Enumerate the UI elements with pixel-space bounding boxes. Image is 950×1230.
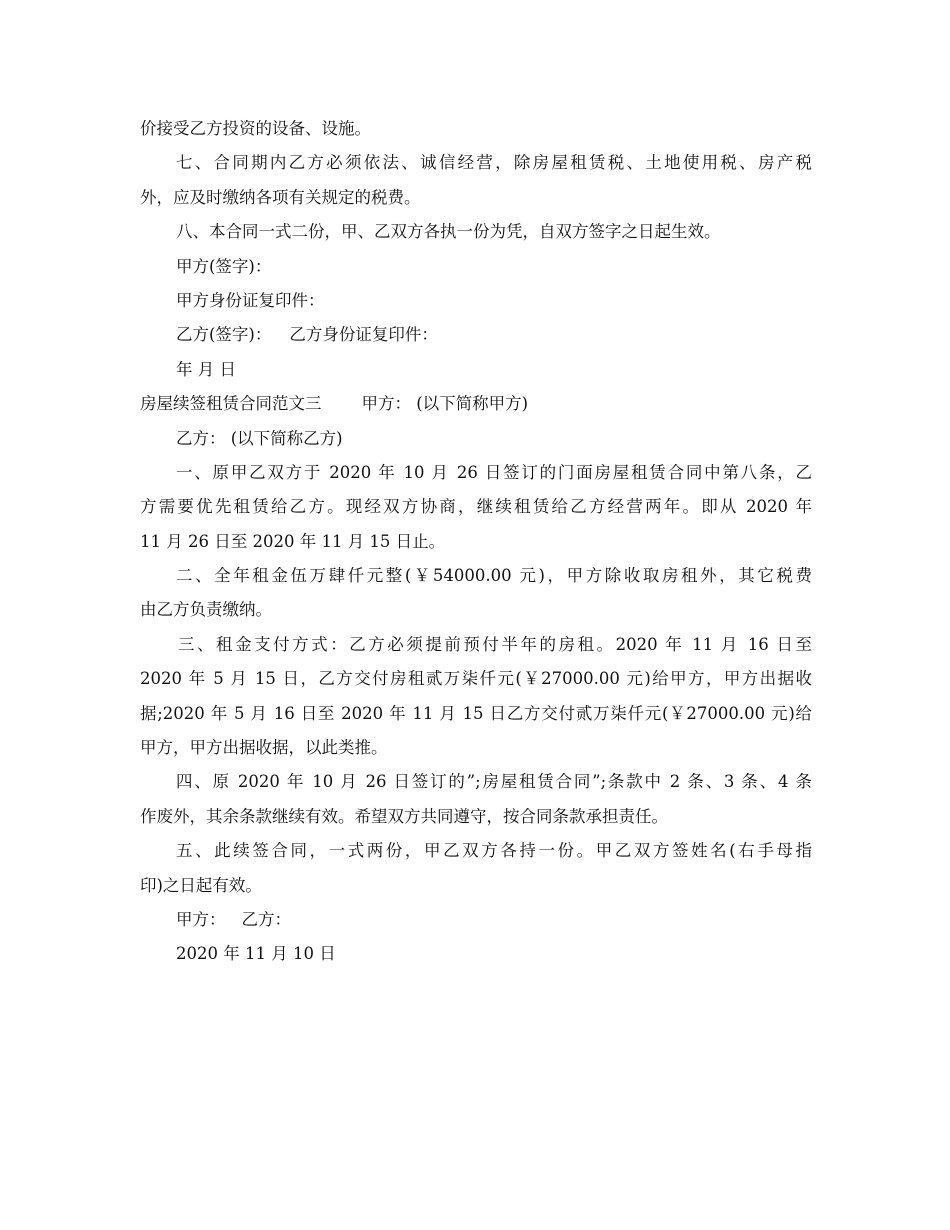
paragraph-line: 三、租金支付方式：乙方必须提前预付半年的房租。2020 年 11 月 16 日至 <box>178 634 812 654</box>
party-line: 乙方： (以下简称乙方) <box>176 428 343 448</box>
section-title: 房屋续签租赁合同范文三 甲方： (以下简称甲方) <box>140 394 529 414</box>
document-page <box>140 112 812 972</box>
date-placeholder: 年 月 日 <box>176 359 236 379</box>
paragraph-line: 一、原甲乙双方于 2020 年 10 月 26 日签订的门面房屋租赁合同中第八条，乙 <box>176 462 812 482</box>
paragraph-line: 七、合同期内乙方必须依法、诚信经营，除房屋租赁税、土地使用税、房产税 <box>176 153 812 173</box>
paragraph-line: 外，应及时缴纳各项有关规定的税费。 <box>140 187 421 207</box>
paragraph-line: 甲方，甲方出据收据，以此类推。 <box>140 738 388 758</box>
contract-date: 2020 年 11 月 10 日 <box>176 944 336 964</box>
paragraph-line: 四、原 2020 年 10 月 26 日签订的”;房屋租赁合同”;条款中 2 条、3 条、4 条 <box>176 772 812 792</box>
paragraph-line: 作废外，其余条款继续有效。希望双方共同遵守，按合同条款承担责任。 <box>140 806 668 826</box>
paragraph-line: 八、本合同一式二份，甲、乙双方各执一份为凭，自双方签字之日起生效。 <box>176 222 721 242</box>
paragraph-line: 价接受乙方投资的设备、设施。 <box>140 119 371 138</box>
signature-label: 甲方(签字)： <box>176 256 272 276</box>
paragraph-line: 二、全年租金伍万肆仟元整(￥54000.00 元)，甲方除收取房租外，其它税费 <box>176 566 812 586</box>
paragraph-line: 据;2020 年 5 月 16 日至 2020 年 11 月 15 日乙方交付贰万柒仟元(￥27000.00 元)给 <box>140 703 812 723</box>
signature-line: 甲方： 乙方： <box>176 909 291 929</box>
paragraph-line: 由乙方负责缴纳。 <box>140 600 272 620</box>
paragraph-line: 印)之日起有效。 <box>140 875 262 895</box>
signature-label: 乙方(签字)： 乙方身份证复印件： <box>176 325 438 345</box>
paragraph-line: 五、此续签合同，一式两份，甲乙双方各持一份。甲乙双方签姓名(右手母指 <box>176 841 812 861</box>
paragraph-line: 2020 年 5 月 15 日，乙方交付房租贰万柒仟元(￥27000.00 元)给甲方，甲方出据收 <box>140 669 812 689</box>
id-copy-label: 甲方身份证复印件： <box>176 290 325 310</box>
paragraph-line: 方需要优先租赁给乙方。现经双方协商，继续租赁给乙方经营两年。即从 2020 年 <box>140 497 812 517</box>
paragraph-line: 11 月 26 日至 2020 年 11 月 15 日止。 <box>140 531 446 551</box>
